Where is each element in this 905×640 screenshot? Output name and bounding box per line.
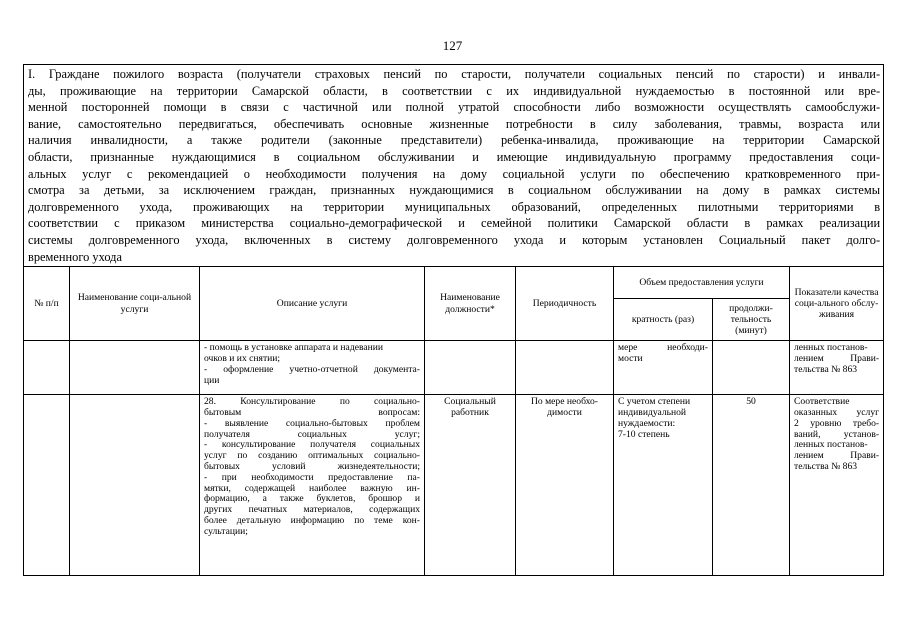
- description-line: 28. Консультирование по социально-: [204, 396, 420, 408]
- multiplicity-line: С учетом степени: [618, 396, 691, 408]
- intro-line: менной посторонней помощи в связи с частичной или полной утратой способности либо возможности осуществлять самообслужи-: [28, 100, 881, 115]
- multiplicity-line: мере необходи-: [618, 342, 708, 354]
- header-position: Наименование должности*: [425, 267, 516, 341]
- description-line: - при необходимости предоставление па-: [204, 471, 420, 483]
- description-line: очков и их снятии;: [204, 352, 281, 364]
- row-service-name: [70, 341, 200, 395]
- multiplicity-line: мости: [618, 352, 643, 364]
- intro-row: [24, 65, 884, 267]
- row-description: [200, 341, 425, 395]
- description-line: сультации;: [204, 525, 248, 537]
- header-periodicity: Периодичность: [516, 267, 614, 341]
- quality-line: ленных постанов-: [794, 342, 868, 354]
- header-num: № п/п: [24, 267, 70, 341]
- multiplicity-line: индивидуальной: [618, 406, 687, 418]
- intro-line: долговременного ухода, проживающих на территории муниципальных образований, определенных пилотными территориями в: [28, 199, 881, 214]
- description-line: - консультирование получателя социальных: [204, 439, 420, 451]
- row-periodicity: [516, 341, 614, 395]
- description-line: бытовых условий жизнедеятельности;: [204, 460, 420, 472]
- row-description: [200, 395, 425, 576]
- quality-line: 2 уровню требо-: [794, 417, 880, 429]
- row-quality: [790, 395, 884, 576]
- intro-line: смотра за детьми, за исключением граждан, признанных нуждающимися в социальном обслуживании на дому в рамках системы: [28, 183, 881, 198]
- description-line: получателя социальных услуг;: [204, 428, 420, 440]
- description-line: более детальную информацию по теме кон-: [204, 514, 420, 526]
- description-line: формацию, а также буклетов, брошюр и: [204, 493, 420, 505]
- intro-line: временного ухода: [28, 249, 122, 264]
- row-position: [425, 341, 516, 395]
- intro-line: альных услуг с рекомендацией о необходимости получения на дому социальной услуги по обеспечению кратковременного при-: [28, 166, 881, 181]
- row-duration: [713, 341, 790, 395]
- header-volume: Объем предоставления услуги: [614, 267, 790, 299]
- header-service-name: Наименование соци-альной услуги: [70, 267, 200, 341]
- row-quality: [790, 341, 884, 395]
- header-multiplicity: кратность (раз): [614, 299, 713, 341]
- intro-line: соответствии с приказом министерства социально-демографической и семейной политики Самарской области в рамках реализации: [28, 216, 881, 231]
- multiplicity-line: нуждаемости:: [618, 417, 676, 429]
- description-line: - помощь в установке аппарата и надевании: [204, 342, 384, 354]
- page-number: 127: [442, 38, 463, 53]
- intro-line: области, признанные нуждающимися в социальном обслуживании и имеющие индивидуальную программу предоставления соци-: [28, 149, 881, 164]
- intro-line: наличия инвалидности, а также родители (законные представители) ребенка-инвалида, проживающие на территории Самарской: [28, 133, 881, 148]
- intro-line: системы долговременного ухода, включенных в систему долговременного ухода и которым установлен Социальный пакет долго-: [28, 232, 881, 247]
- services-table: [23, 64, 884, 576]
- quality-line: ленных постанов-: [794, 439, 868, 451]
- quality-line: оказанных услуг: [794, 406, 880, 418]
- quality-line: лением Прави-: [794, 450, 880, 462]
- row-num: [24, 341, 70, 395]
- row-multiplicity: [614, 341, 713, 395]
- intro-line: I. Граждане пожилого возраста (получатели страховых пенсий по старости, получатели социальных пенсий по старости) и инвали-: [28, 67, 881, 81]
- description-line: бытовым вопросам:: [204, 406, 420, 418]
- row-position: Социальный работник: [425, 395, 516, 576]
- intro-line: вание, самостоятельно передвигаться, обеспечивать основные жизненные потребности в силу заболевания, травмы, возраста или: [28, 116, 881, 131]
- row-service-name: [70, 395, 200, 576]
- description-line: - оформление учетно-отчетной документа-: [204, 363, 420, 375]
- intro-paragraph: [24, 65, 884, 267]
- header-quality: Показатели качества соци-ального обслу-живания: [790, 267, 884, 341]
- description-line: ции: [204, 374, 220, 386]
- quality-line: Соответствие: [794, 396, 850, 408]
- description-line: мятки, содержащей наиболее важную ин-: [204, 482, 420, 494]
- quality-line: тельства № 863: [794, 460, 858, 472]
- row-periodicity: По мере необхо-димости: [516, 395, 614, 576]
- description-line: других печатных материалов, содержащих: [204, 504, 420, 516]
- table-row: [24, 341, 884, 395]
- intro-line: ды, проживающие на территории Самарской области, в соответствии с их индивидуальной нуждаемостью в постоянной или вре-: [28, 83, 881, 98]
- row-multiplicity: [614, 395, 713, 576]
- description-line: - выявление социально-бытовых проблем: [204, 417, 420, 429]
- row-duration: 50: [713, 395, 790, 576]
- row-num: [24, 395, 70, 576]
- header-description: Описание услуги: [200, 267, 425, 341]
- header-duration: продолжи-тельность (минут): [713, 299, 790, 341]
- multiplicity-line: 7-10 степень: [618, 428, 670, 440]
- quality-line: тельства № 863: [794, 363, 858, 375]
- table-row: [24, 395, 884, 576]
- quality-line: лением Прави-: [794, 352, 880, 364]
- description-line: услуг по созданию оптимальных социально-: [204, 450, 420, 462]
- header-row: [24, 267, 884, 299]
- quality-line: ваний, установ-: [794, 428, 880, 440]
